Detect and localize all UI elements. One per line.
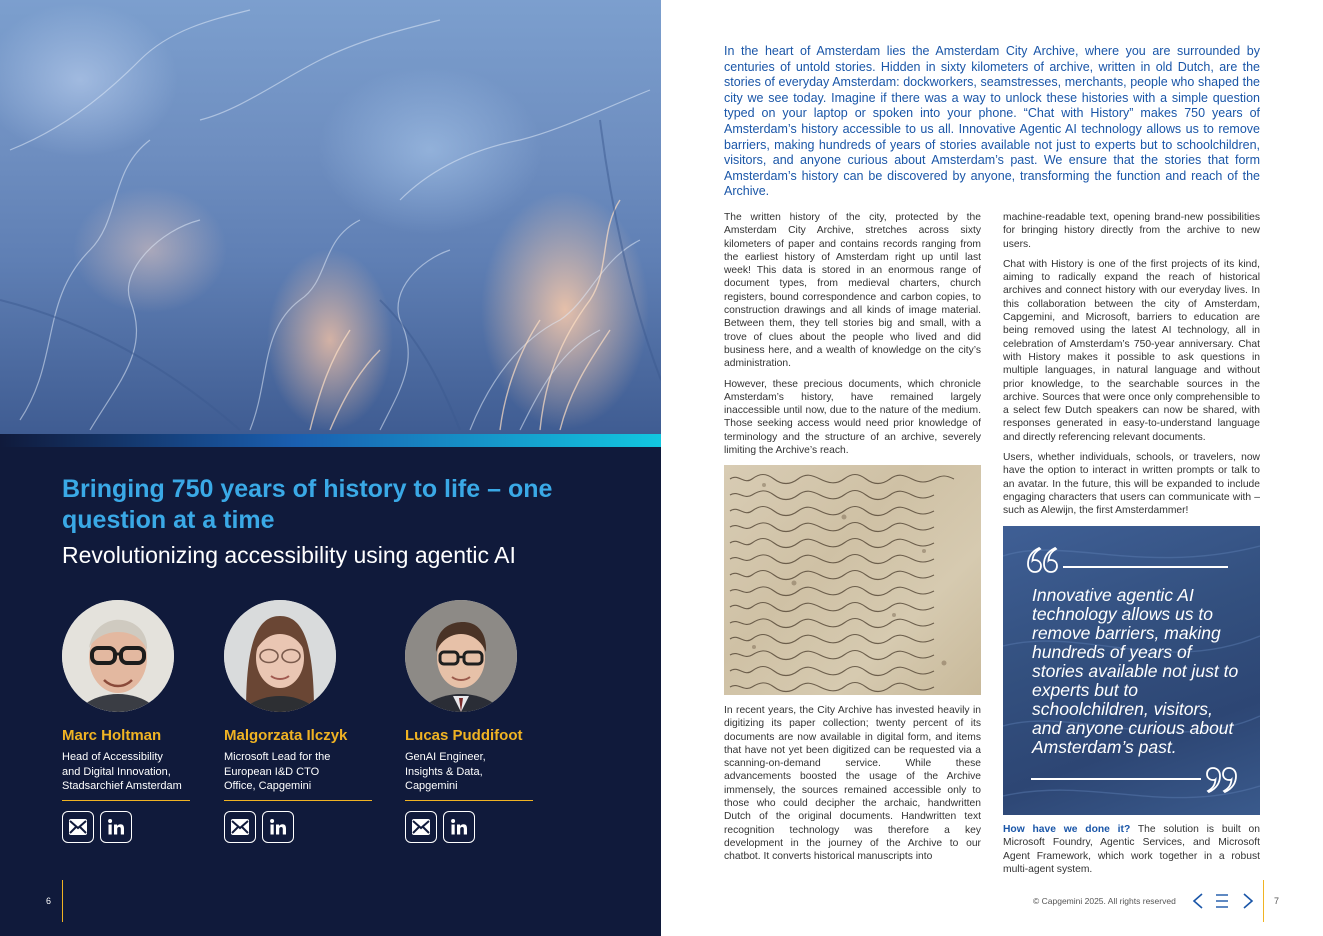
how-text: The solution is built on Microsoft Foundry, Agentic Services, and Microsoft Agent Framework, which work together in a robust multi-agent system. xyxy=(1003,824,1260,875)
page-number-left: 6 xyxy=(46,896,52,906)
social-links xyxy=(405,811,555,843)
divider xyxy=(405,800,533,801)
person-name: Marc Holtman xyxy=(62,727,162,744)
frost-photo xyxy=(0,0,661,434)
person-card xyxy=(62,600,212,843)
person-role: GenAI Engineer, Insights & Data, Capgemini xyxy=(405,751,486,792)
prev-page-button[interactable] xyxy=(1188,892,1208,910)
social-links xyxy=(224,811,374,843)
person-card xyxy=(405,600,555,843)
person-role: Microsoft Lead for the European I&D CTO Office, Capgemini xyxy=(224,751,331,792)
divider xyxy=(224,800,372,801)
column-left-bottom xyxy=(724,704,981,871)
avatar xyxy=(224,600,336,712)
paragraph: However, these precious documents, which chronicle Amsterdam’s history, have remained largely inaccessible until now, due to the nature of the medium. Those seeking access would need prior knowledge of terminology and the structure of an archive, severely limiting the Archive’s reach. xyxy=(724,378,981,457)
paragraph: Chat with History is one of the first projects of its kind, aiming to radically expand the reach of historical archives and connect history with our everyday lives. In this collaboration between the city of Amsterdam, Capgemini, and Microsoft, barriers to education are being removed using the latest AI technology, all in celebration of Amsterdam’s 750-year anniversary. Chat with History makes it possible to ask questions in multiple languages, in natural language and without prior knowledge, to the searchable sources in the archive. Sources that were once only comprehensible to a select few Dutch speakers can now be shared, with responses generated in easy-to-understand language and directly referencing relevant documents. xyxy=(1003,258,1260,443)
manuscript-image xyxy=(724,465,981,695)
mail-button[interactable] xyxy=(405,811,437,843)
subhead: Revolutionizing accessibility using agentic AI xyxy=(62,542,516,568)
linkedin-button[interactable] xyxy=(262,811,294,843)
menu-icon xyxy=(1215,893,1229,909)
avatar xyxy=(405,600,517,712)
mail-button[interactable] xyxy=(62,811,94,843)
mail-icon xyxy=(68,818,88,836)
left-page xyxy=(0,0,661,936)
paragraph xyxy=(1003,823,1260,876)
person-role: Head of Accessibility and Digital Innovation, Stadsarchief Amsterdam xyxy=(62,751,182,792)
social-links xyxy=(62,811,212,843)
page-divider-right xyxy=(1263,880,1264,922)
chevron-right-icon xyxy=(1242,893,1254,909)
quote-text: Innovative agentic AI technology allows us to remove barriers, making hundreds of years of stories available not just to experts but to schoolchildren, visitors, and anyone curious about Amsterdam’s past. xyxy=(1032,585,1239,757)
person-card xyxy=(224,600,374,843)
linkedin-button[interactable] xyxy=(443,811,475,843)
quote-close-icon xyxy=(1205,766,1239,796)
paragraph: The written history of the city, protected by the Amsterdam City Archive, stretches across sixty kilometers of paper and contains records ranging from the earliest history of Amsterdam right up until last week! This data is stored in an enormous range of document types, from medieval charters, church registers, bound correspondence and carbon copies, to construction drawings and all kinds of image material. Between them, they tell stories big and small, with a trove of clues about the people who lived and did business here, and a wealth of knowledge on the city’s administration. xyxy=(724,212,981,370)
mail-button[interactable] xyxy=(224,811,256,843)
mail-icon xyxy=(230,818,250,836)
page-number-right: 7 xyxy=(1274,896,1280,906)
gradient-bar xyxy=(0,434,661,447)
column-left-top xyxy=(724,211,981,464)
column-right-top xyxy=(1003,211,1260,525)
headline: Bringing 750 years of history to life – one question at a time xyxy=(62,475,553,534)
linkedin-icon xyxy=(107,818,125,836)
divider xyxy=(62,800,190,801)
chevron-left-icon xyxy=(1192,893,1204,909)
linkedin-icon xyxy=(269,818,287,836)
quote-open-icon xyxy=(1025,544,1059,574)
mail-icon xyxy=(411,818,431,836)
quote-rule xyxy=(1063,566,1228,568)
quote-rule xyxy=(1031,778,1201,780)
pull-quote xyxy=(1003,526,1260,815)
copyright: © Capgemini 2025. All rights reserved xyxy=(1033,896,1176,906)
page-divider-left xyxy=(62,880,63,922)
paragraph: machine-readable text, opening brand-new possibilities for bringing history directly from the archive to new users. xyxy=(1003,212,1260,250)
next-page-button[interactable] xyxy=(1238,892,1258,910)
person-name: Malgorzata Ilczyk xyxy=(224,727,348,744)
column-right-bottom xyxy=(1003,823,1260,883)
person-name: Lucas Puddifoot xyxy=(405,727,523,744)
paragraph: In recent years, the City Archive has invested heavily in digitizing its paper collection; twenty percent of its documents are now available in digital form, and items that have not yet been digitized can be requested via a scanning-on-demand service. While these advancements boosted the usage of the Archive immensely, the sources remained accessible only to those who could decipher the archaic, handwritten Dutch of the original documents. Handwritten text recognition technology was therefore a key development in the journey of the Archive to our chatbot. It converts historical manuscripts into xyxy=(724,705,981,863)
paragraph: Users, whether individuals, schools, or travelers, now have the option to interact in written prompts or talk to an avatar. In the future, this will be expanded to include engaging characters that users can communicate with – such as Alewijn, the first Amsterdammer! xyxy=(1003,452,1260,517)
how-label: How have we done it? xyxy=(1003,824,1131,835)
avatar xyxy=(62,600,174,712)
intro-paragraph: In the heart of Amsterdam lies the Amsterdam City Archive, where you are surrounded by centuries of untold stories. Hidden in sixty kilometers of archive, written in old Dutch, are the stories of everyday Amsterdam: dockworkers, seamstresses, merchants, people who shaped the city we see today. Imagine if there was a way to unlock these histories with a simple question typed on your laptop or spoken into your phone. “Chat with History” makes 750 years of Amsterdam’s history accessible to us all. Innovative Agentic AI technology allows us to remove barriers, making hundreds of years of stories available not just to experts but to schoolchildren, visitors, and anyone curious about Amsterdam’s past. We ensure that the stories that form Amsterdam’s history can be discovered by anyone, transforming the function and reach of the Archive. xyxy=(724,44,1260,199)
linkedin-icon xyxy=(450,818,468,836)
menu-button[interactable] xyxy=(1212,892,1232,910)
linkedin-button[interactable] xyxy=(100,811,132,843)
